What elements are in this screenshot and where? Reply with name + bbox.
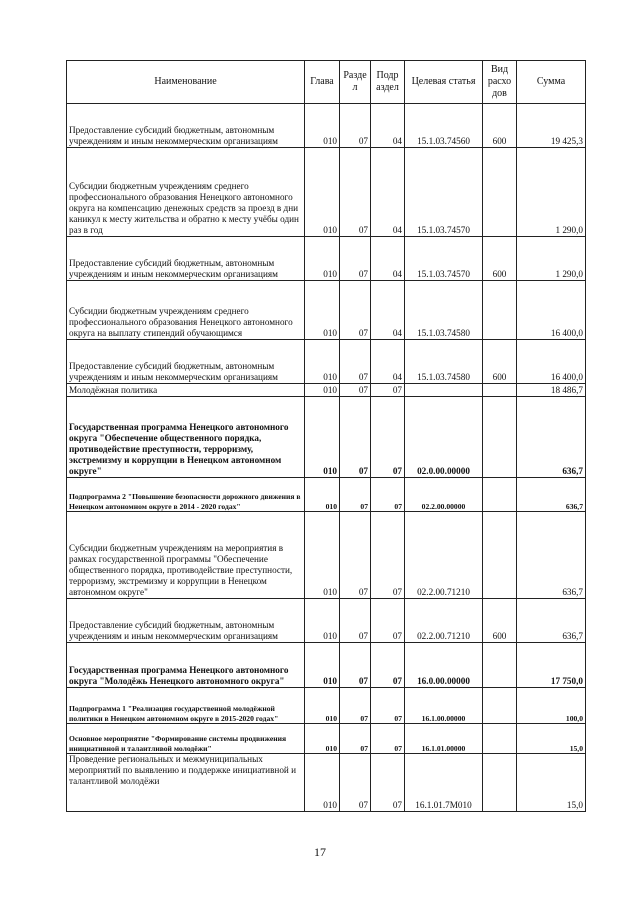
cell-celevaya — [405, 384, 483, 397]
cell-name: Государственная программа Ненецкого автономного округа "Молодёжь Ненецкого автономного округа" — [67, 643, 305, 688]
cell-summa: 19 425,3 — [517, 104, 586, 148]
cell-glava: 010 — [305, 397, 340, 478]
cell-vid — [483, 724, 517, 754]
header-name: Наименование — [67, 61, 305, 104]
cell-razdel: 07 — [340, 599, 371, 643]
cell-celevaya: 02.2.00.71210 — [405, 512, 483, 599]
table-row — [67, 104, 586, 148]
table-row — [67, 754, 586, 812]
cell-vid — [483, 281, 517, 340]
cell-razdel: 07 — [340, 397, 371, 478]
cell-vid — [483, 643, 517, 688]
cell-podrazdel: 07 — [371, 478, 405, 512]
cell-celevaya: 02.2.00.00000 — [405, 478, 483, 512]
cell-glava: 010 — [305, 599, 340, 643]
cell-celevaya: 16.1.00.00000 — [405, 688, 483, 724]
cell-podrazdel: 04 — [371, 340, 405, 384]
cell-name: Государственная программа Ненецкого автономного округа "Обеспечение общественного порядка, противодействие преступности, терроризму, экстремизму и коррупции в Ненецком автономном округе" — [67, 397, 305, 478]
cell-name: Субсидии бюджетным учреждениям на мероприятия в рамках государственной программы "Обеспечение общественного порядка, противодействие преступности, терроризму, экстремизму и коррупции в Ненецком автономном округе" — [67, 512, 305, 599]
cell-razdel: 07 — [340, 281, 371, 340]
cell-podrazdel: 07 — [371, 724, 405, 754]
cell-podrazdel: 04 — [371, 148, 405, 237]
cell-celevaya: 02.2.00.71210 — [405, 599, 483, 643]
cell-celevaya: 15.1.03.74560 — [405, 104, 483, 148]
cell-name: Предоставление субсидий бюджетным, автономным учреждениям и иным некоммерческим организациям — [67, 599, 305, 643]
cell-summa: 636,7 — [517, 478, 586, 512]
cell-summa: 18 486,7 — [517, 384, 586, 397]
table-row — [67, 512, 586, 599]
cell-vid — [483, 754, 517, 812]
cell-celevaya: 16.0.00.00000 — [405, 643, 483, 688]
cell-name: Проведение региональных и межмуниципальных мероприятий по выявлению и поддержке инициативной и талантливой молодёжи — [67, 754, 305, 812]
cell-podrazdel: 07 — [371, 599, 405, 643]
cell-vid — [483, 478, 517, 512]
cell-summa: 1 290,0 — [517, 148, 586, 237]
cell-podrazdel: 07 — [371, 688, 405, 724]
table-body — [67, 104, 586, 812]
cell-vid — [483, 512, 517, 599]
cell-podrazdel: 04 — [371, 237, 405, 281]
cell-vid — [483, 148, 517, 237]
cell-celevaya: 15.1.03.74570 — [405, 237, 483, 281]
cell-summa: 16 400,0 — [517, 340, 586, 384]
table-row — [67, 643, 586, 688]
cell-glava: 010 — [305, 384, 340, 397]
cell-razdel: 07 — [340, 643, 371, 688]
page-number: 17 — [314, 845, 326, 859]
table-row — [67, 688, 586, 724]
cell-podrazdel: 04 — [371, 104, 405, 148]
cell-vid: 600 — [483, 599, 517, 643]
cell-razdel: 07 — [340, 148, 371, 237]
cell-celevaya: 15.1.03.74570 — [405, 148, 483, 237]
header-razdel: Разде л — [340, 61, 371, 104]
cell-razdel: 07 — [340, 512, 371, 599]
cell-podrazdel: 07 — [371, 384, 405, 397]
cell-glava: 010 — [305, 281, 340, 340]
cell-name: Предоставление субсидий бюджетным, автономным учреждениям и иным некоммерческим организациям — [67, 104, 305, 148]
cell-podrazdel: 07 — [371, 397, 405, 478]
header-celevaya: Целевая статья — [405, 61, 483, 104]
cell-celevaya: 16.1.01.00000 — [405, 724, 483, 754]
cell-name: Молодёжная политика — [67, 384, 305, 397]
table-row — [67, 281, 586, 340]
cell-razdel: 07 — [340, 340, 371, 384]
cell-summa: 636,7 — [517, 512, 586, 599]
table-row — [67, 599, 586, 643]
cell-summa: 16 400,0 — [517, 281, 586, 340]
cell-vid — [483, 397, 517, 478]
cell-razdel: 07 — [340, 754, 371, 812]
header-glava: Глава — [305, 61, 340, 104]
cell-podrazdel: 07 — [371, 643, 405, 688]
header-vid: Вид расхо дов — [483, 61, 517, 104]
cell-name: Подпрограмма 1 "Реализация государственной молодёжной политики в Ненецком автономном округе в 2015-2020 годах" — [67, 688, 305, 724]
cell-vid: 600 — [483, 104, 517, 148]
cell-glava: 010 — [305, 148, 340, 237]
budget-table — [66, 60, 586, 812]
cell-razdel: 07 — [340, 478, 371, 512]
cell-celevaya: 02.0.00.00000 — [405, 397, 483, 478]
table-row — [67, 724, 586, 754]
cell-podrazdel: 04 — [371, 281, 405, 340]
cell-celevaya: 16.1.01.7М010 — [405, 754, 483, 812]
cell-summa: 1 290,0 — [517, 237, 586, 281]
cell-razdel: 07 — [340, 724, 371, 754]
cell-vid: 600 — [483, 237, 517, 281]
cell-name: Предоставление субсидий бюджетным, автономным учреждениям и иным некоммерческим организациям — [67, 340, 305, 384]
cell-celevaya: 15.1.03.74580 — [405, 281, 483, 340]
header-summa: Сумма — [517, 61, 586, 104]
cell-vid — [483, 688, 517, 724]
cell-podrazdel: 07 — [371, 512, 405, 599]
cell-celevaya: 15.1.03.74580 — [405, 340, 483, 384]
table-row — [67, 148, 586, 237]
cell-glava: 010 — [305, 643, 340, 688]
cell-name: Предоставление субсидий бюджетным, автономным учреждениям и иным некоммерческим организациям — [67, 237, 305, 281]
header-podrazdel: Подр аздел — [371, 61, 405, 104]
cell-glava: 010 — [305, 724, 340, 754]
cell-glava: 010 — [305, 754, 340, 812]
cell-name: Основное мероприятие "Формирование системы продвижения инициативной и талантливой молодёжи" — [67, 724, 305, 754]
cell-razdel: 07 — [340, 384, 371, 397]
cell-name: Субсидии бюджетным учреждениям среднего профессионального образования Ненецкого автономного округа на компенсацию денежных средств за проезд в дни каникул к месту жительства и обратно к месту учёбы один раз в год — [67, 148, 305, 237]
cell-summa: 636,7 — [517, 397, 586, 478]
cell-summa: 17 750,0 — [517, 643, 586, 688]
header-row — [67, 61, 586, 104]
cell-name: Субсидии бюджетным учреждениям среднего профессионального образования Ненецкого автономного округа на выплату стипендий обучающимся — [67, 281, 305, 340]
table-row — [67, 384, 586, 397]
table-row — [67, 397, 586, 478]
cell-glava: 010 — [305, 104, 340, 148]
table-row — [67, 237, 586, 281]
table-row — [67, 478, 586, 512]
cell-razdel: 07 — [340, 688, 371, 724]
cell-vid: 600 — [483, 340, 517, 384]
cell-razdel: 07 — [340, 104, 371, 148]
cell-vid — [483, 384, 517, 397]
cell-summa: 15,0 — [517, 724, 586, 754]
cell-summa: 100,0 — [517, 688, 586, 724]
cell-podrazdel: 07 — [371, 754, 405, 812]
cell-glava: 010 — [305, 237, 340, 281]
cell-glava: 010 — [305, 688, 340, 724]
cell-glava: 010 — [305, 478, 340, 512]
cell-summa: 636,7 — [517, 599, 586, 643]
table-row — [67, 340, 586, 384]
cell-glava: 010 — [305, 512, 340, 599]
cell-glava: 010 — [305, 340, 340, 384]
cell-name: Подпрограмма 2 "Повышение безопасности дорожного движения в Ненецком автономном округе в 2014 - 2020 годах" — [67, 478, 305, 512]
cell-summa: 15,0 — [517, 754, 586, 812]
cell-razdel: 07 — [340, 237, 371, 281]
